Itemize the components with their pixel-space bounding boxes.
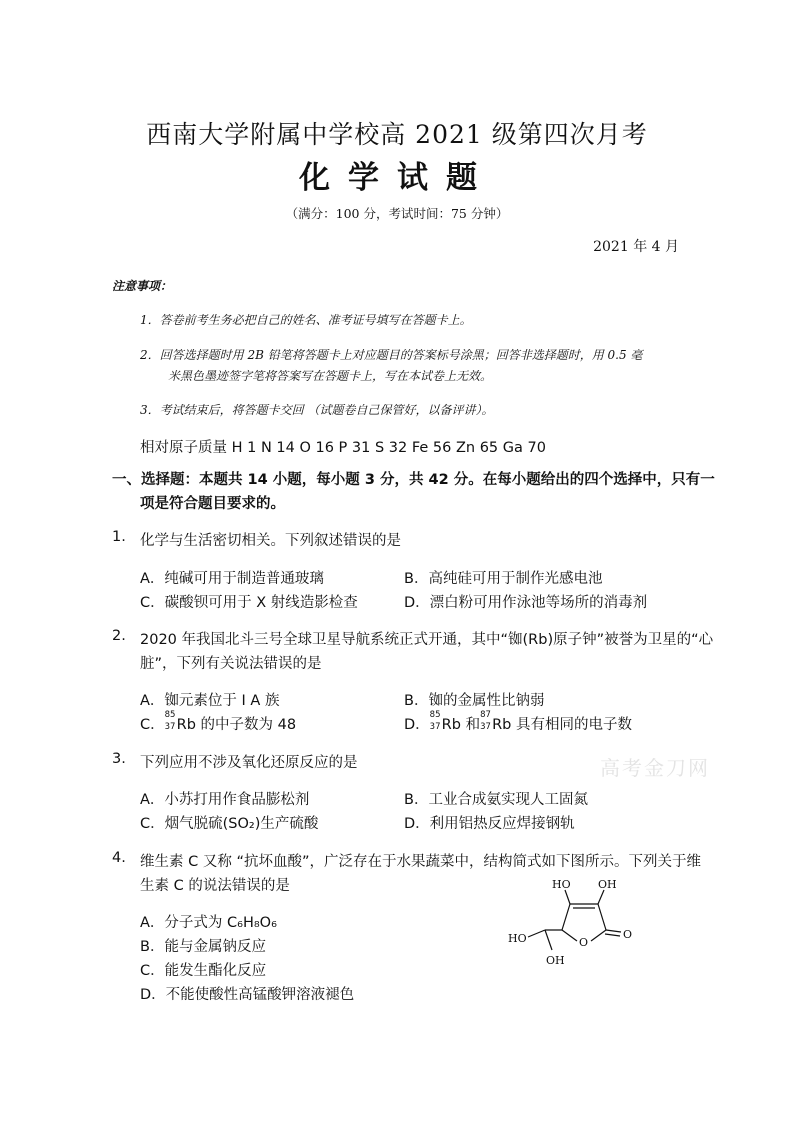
exam-meta: （满分：100 分，考试时间：75 分钟）	[285, 206, 509, 221]
option-b: B．能与金属钠反应	[140, 939, 266, 955]
notice-item-2: 2．回答选择题时用 2B 铅笔将答题卡上对应题目的答案标号涂黑；回答非选择题时，用 0.5 毫	[140, 348, 643, 362]
nuclide-notation: 85 37	[164, 710, 176, 732]
exam-date: 2021 年 4 月	[593, 239, 679, 255]
label-oh-right: OH	[598, 878, 617, 891]
option-a: A．纯碱可用于制造普通玻璃	[140, 571, 324, 587]
label-ring-oxygen: O	[579, 936, 589, 949]
option-b: B．工业合成氨实现人工固氮	[404, 792, 588, 808]
option-d: D．不能使酸性高锰酸钾溶液褪色	[140, 987, 355, 1003]
question-number: 1.	[112, 529, 126, 545]
question-stem-cont: 生素 C 的说法错误的是	[140, 878, 290, 894]
question-stem: 维生素 C 又称 “抗坏血酸”，广泛存在于水果蔬菜中，结构简式如下图所示。下列关于维	[140, 854, 701, 870]
option-a: A．铷元素位于 I A 族	[140, 693, 280, 709]
section-heading: 一、选择题：本题共 14 小题，每小题 3 分，共 42 分。在每小题给出的四个选择中，只有一	[112, 472, 715, 488]
label-ho-chain: HO	[508, 932, 527, 945]
label-ho-left: HO	[552, 878, 571, 891]
option-c: C．碳酸钡可用于 X 射线造影检查	[140, 595, 358, 611]
exam-title: 西南大学附属中学校高 2021 级第四次月考	[146, 120, 648, 149]
vitamin-c-structure	[490, 872, 650, 982]
subject-title: 化学试题	[299, 160, 495, 196]
option-d: D．漂白粉可用作泳池等场所的消毒剂	[404, 595, 648, 611]
option-d-label: D．	[404, 717, 430, 733]
option-b: B．铷的金属性比钠弱	[404, 693, 545, 709]
option-d: D．利用铝热反应焊接钢轨	[404, 816, 575, 832]
atomic-mass-line: 相对原子质量 H 1 N 14 O 16 P 31 S 32 Fe 56 Zn 65 Ga 70	[140, 440, 546, 456]
nuclide-notation: 87 37	[480, 710, 491, 732]
nuclide-notation: 85 37	[429, 710, 441, 732]
notice-item-2-cont: 米黑色墨迹签字笔将答案写在答题卡上，写在本试卷上无效。	[168, 369, 493, 383]
question-stem-cont: 脏”，下列有关说法错误的是	[140, 656, 322, 672]
option-a: A．分子式为 C₆H₈O₆	[140, 915, 277, 931]
question-number: 3.	[112, 751, 126, 767]
question-number: 4.	[112, 850, 126, 866]
label-oh-bottom: OH	[546, 954, 565, 967]
question-stem: 2020 年我国北斗三号全球卫星导航系统正式开通，其中“铷(Rb)原子钟”被誉为卫星的“心	[140, 632, 714, 648]
label-carbonyl-oxygen: O	[623, 928, 633, 941]
option-c: C．能发生酯化反应	[140, 963, 267, 979]
notice-item-3: 3．考试结束后，将答题卡交回 （试题卷自己保管好，以备评讲）。	[140, 403, 494, 417]
question-number: 2.	[112, 628, 126, 644]
notice-item-1: 1．答卷前考生务必把自己的姓名、准考证号填写在答题卡上。	[140, 313, 472, 327]
structure-bonds	[528, 890, 621, 950]
option-b: B．高纯硅可用于制作光感电池	[404, 571, 603, 587]
section-heading-cont: 项是符合题目要求的。	[140, 496, 285, 512]
question-stem: 化学与生活密切相关。下列叙述错误的是	[140, 533, 401, 549]
question-stem: 下列应用不涉及氧化还原反应的是	[140, 755, 358, 771]
notice-heading: 注意事项：	[112, 279, 173, 293]
option-c: C．烟气脱硫(SO₂)生产硫酸	[140, 816, 319, 832]
option-c-label: C．	[140, 717, 165, 733]
watermark: 高考金刀网	[600, 756, 710, 780]
option-c: C． 85 37 Rb 的中子数为 48	[140, 710, 297, 733]
option-a: A．小苏打用作食品膨松剂	[140, 792, 310, 808]
option-d: D． 85 37 Rb 和 87 37 Rb 具有相同的电子数	[404, 710, 632, 733]
